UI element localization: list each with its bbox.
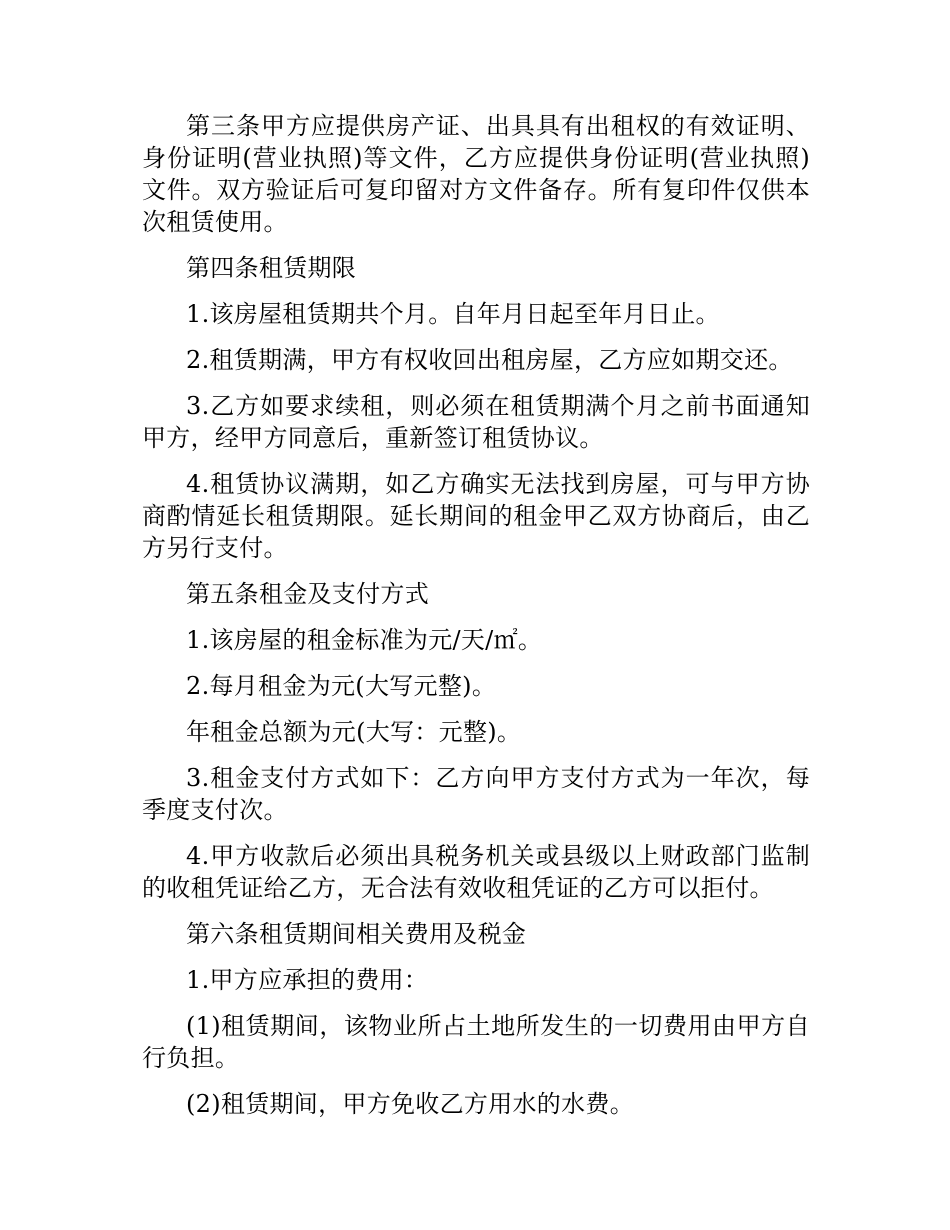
rent-clause-2: 2.每月租金为元(大写元整)。: [186, 672, 497, 700]
document-page: [142, 110, 810, 1134]
fees-item-2: (2)租赁期间，甲方免收乙方用水的水费。: [186, 1090, 634, 1118]
lease-term-clause-4: 4.租赁协议满期，如乙方确实无法找到房屋，可与甲方协商酌情延长租赁期限。延长期间的租金甲乙双方协商后，由乙方另行支付。: [142, 470, 810, 562]
fees-item-1: (1)租赁期间，该物业所占土地所发生的一切费用由甲方自行负担。: [142, 1012, 810, 1072]
rent-clause-4: 4.甲方收款后必须出具税务机关或县级以上财政部门监制的收租凭证给乙方，无合法有效收租凭证的乙方可以拒付。: [142, 842, 810, 902]
annual-rent-total: 年租金总额为元(大写：元整)。: [186, 718, 522, 746]
rent-clause-3: 3.租金支付方式如下：乙方向甲方支付方式为一年次，每季度支付次。: [142, 764, 810, 824]
article-5-heading: 第五条租金及支付方式: [186, 580, 429, 608]
lease-term-clause-2: 2.租赁期满，甲方有权收回出租房屋，乙方应如期交还。: [186, 346, 793, 374]
fees-clause-1: 1.甲方应承担的费用：: [186, 966, 429, 994]
article-4-heading: 第四条租赁期限: [186, 254, 357, 282]
lease-term-clause-3: 3.乙方如要求续租，则必须在租赁期满个月之前书面通知甲方，经甲方同意后，重新签订租赁协议。: [142, 392, 810, 452]
rent-clause-1: 1.该房屋的租金标准为元/天/㎡。: [186, 626, 543, 654]
article-3-documents: 第三条甲方应提供房产证、出具具有出租权的有效证明、身份证明(营业执照)等文件，乙方应提供身份证明(营业执照)文件。双方验证后可复印留对方文件备存。所有复印件仅供本次租赁使用。: [142, 112, 810, 236]
article-6-heading: 第六条租赁期间相关费用及税金: [186, 920, 527, 948]
lease-term-clause-1: 1.该房屋租赁期共个月。自年月日起至年月日止。: [186, 300, 720, 328]
